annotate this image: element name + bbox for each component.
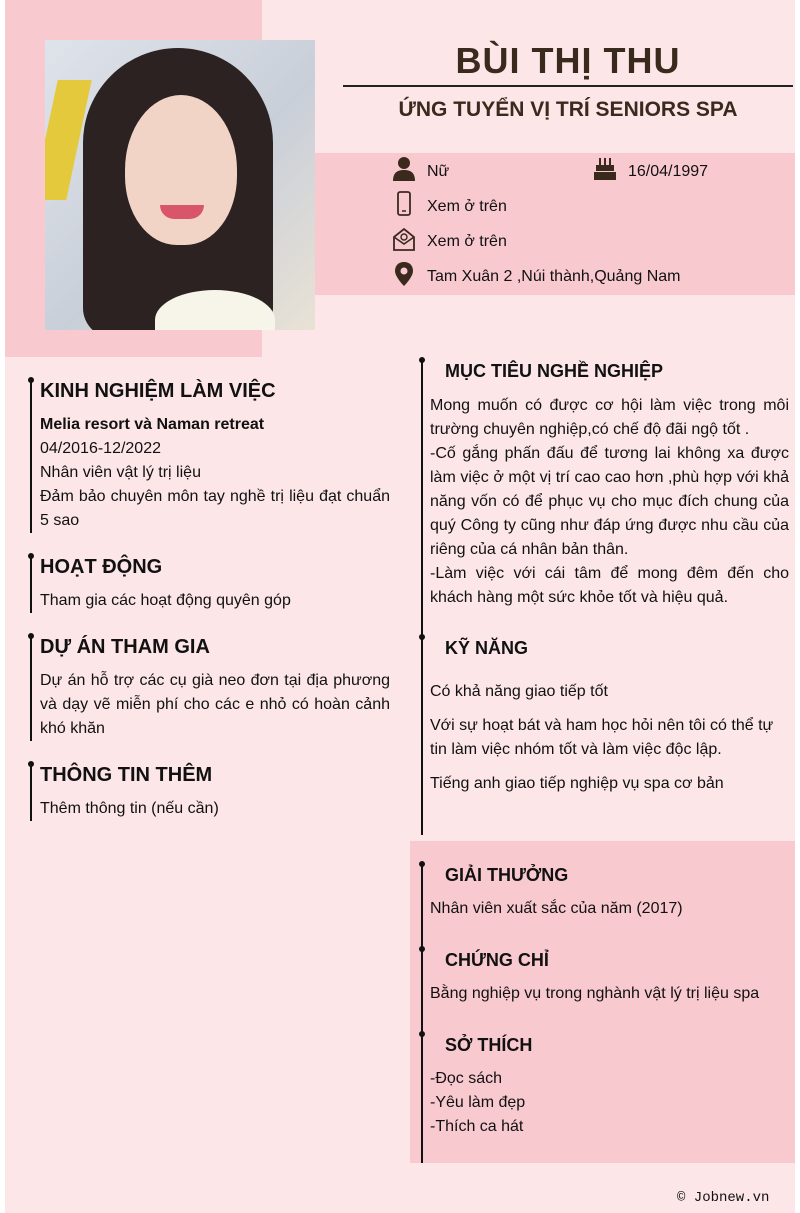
birthday-cake-icon	[593, 156, 617, 182]
timeline-line	[30, 379, 32, 533]
hobby-item: -Yêu làm đẹp	[430, 1094, 526, 1111]
skill-item: Tiếng anh giao tiếp nghiệp vụ spa cơ bản	[430, 775, 724, 792]
timeline-line	[421, 359, 423, 835]
certificates-text: Bằng nghiệp vụ trong nghành vật lý trị liệu spa	[430, 985, 760, 1002]
applied-position: ỨNG TUYỂN VỊ TRÍ SENIORS SPA	[398, 98, 738, 121]
projects-text: Dự án hỗ trợ các cụ già neo đơn tại địa phương và dạy vẽ miễn phí cho các e nhỏ có hoàn cảnh khó khăn	[40, 672, 390, 737]
timeline-line	[30, 763, 32, 821]
objective-paragraph: Mong muốn có được cơ hội làm việc trong môi trường chuyên nghiệp,có chế độ đãi ngộ tốt .	[430, 397, 789, 438]
email-value: Xem ở trên	[427, 233, 507, 250]
timeline-dot	[28, 377, 34, 383]
timeline-line	[30, 635, 32, 741]
gender-value: Nữ	[427, 163, 450, 180]
objective-heading: MỤC TIÊU NGHỀ NGHIỆP	[445, 361, 664, 381]
awards-text: Nhân viên xuất sắc của năm (2017)	[430, 900, 683, 917]
skill-item: Với sự hoạt bát và ham học hỏi nên tôi có thể tự tin làm việc nhóm tốt và làm việc độc lập.	[430, 717, 774, 758]
candidate-name: BÙI THỊ THU	[455, 40, 681, 81]
hobby-item: -Thích ca hát	[430, 1118, 524, 1135]
cv-page	[5, 0, 795, 1213]
certificates-heading: CHỨNG CHỈ	[445, 950, 549, 970]
location-pin-icon	[392, 261, 416, 287]
skills-heading: KỸ NĂNG	[445, 638, 529, 658]
timeline-dot	[419, 861, 425, 867]
timeline-dot	[419, 946, 425, 952]
experience-role: Nhân viên vật lý trị liệu	[40, 464, 201, 481]
hobby-item: -Đọc sách	[430, 1070, 503, 1087]
phone-icon	[392, 191, 416, 217]
skill-item: Có khả năng giao tiếp tốt	[430, 683, 608, 700]
timeline-dot	[28, 761, 34, 767]
email-icon	[392, 226, 416, 252]
activities-heading: HOẠT ĐỘNG	[40, 556, 163, 578]
hobbies-heading: SỞ THÍCH	[445, 1035, 533, 1055]
timeline-dot	[419, 634, 425, 640]
experience-description: Đảm bảo chuyên môn tay nghề trị liệu đạt chuẩn 5 sao	[40, 488, 390, 529]
more-info-heading: THÔNG TIN THÊM	[40, 764, 213, 786]
timeline-dot	[28, 633, 34, 639]
experience-heading: KINH NGHIỆM LÀM VIỆC	[40, 380, 276, 402]
objective-paragraph: -Cố gắng phấn đấu để tương lai không xa được làm việc ở một vị trí cao cao hơn ,phù hợp với khả năng vốn có để phục vụ cho mục đích chung của quý Công ty cũng như đáp ứng được nhu cầu của riêng của cá nhân bản thân.	[430, 445, 789, 558]
projects-heading: DỰ ÁN THAM GIA	[40, 636, 210, 658]
timeline-dot	[28, 553, 34, 559]
timeline-dot	[419, 1031, 425, 1037]
timeline-dot	[419, 357, 425, 363]
more-info-text: Thêm thông tin (nếu cần)	[40, 800, 219, 817]
experience-company: Melia resort và Naman retreat	[40, 416, 265, 433]
user-icon	[392, 156, 416, 182]
address-value: Tam Xuân 2 ,Núi thành,Quảng Nam	[427, 268, 681, 285]
objective-paragraph: -Làm việc với cái tâm để mong đêm đến cho khách hàng một sức khỏe tốt và hiệu quả.	[430, 565, 789, 606]
activities-text: Tham gia các hoạt động quyên góp	[40, 592, 291, 609]
experience-period: 04/2016-12/2022	[40, 440, 161, 457]
name-divider	[343, 85, 793, 87]
birthday-value: 16/04/1997	[628, 163, 709, 180]
profile-photo	[45, 40, 315, 330]
phone-value: Xem ở trên	[427, 198, 507, 215]
timeline-line	[30, 555, 32, 613]
timeline-line	[421, 863, 423, 1163]
awards-heading: GIẢI THƯỞNG	[445, 865, 569, 885]
copyright: © Jobnew.vn	[677, 1190, 770, 1206]
